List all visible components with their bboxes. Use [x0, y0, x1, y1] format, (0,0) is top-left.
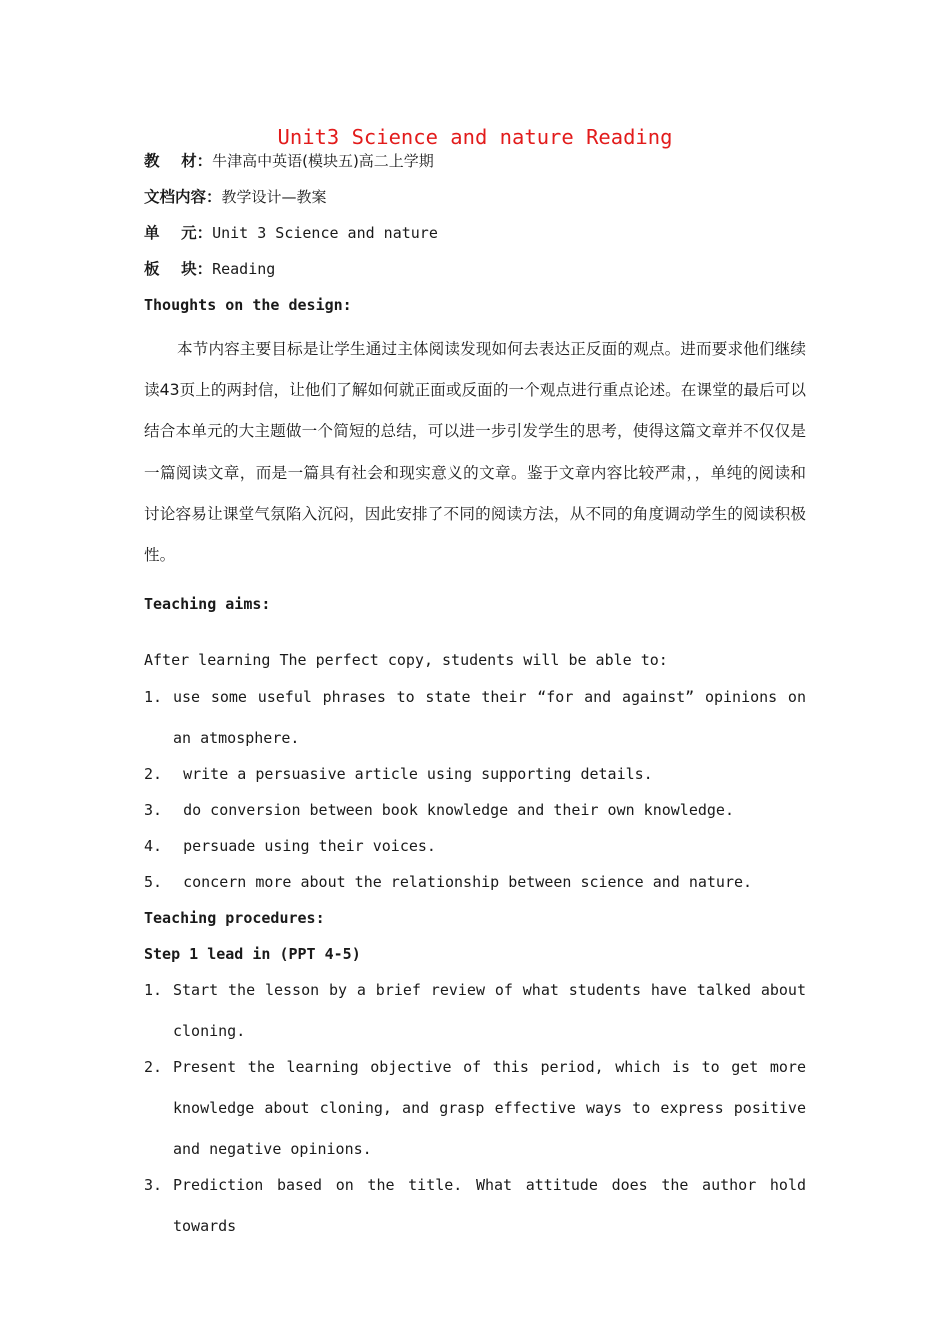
meta-value: Reading [212, 260, 276, 278]
list-text: Present the learning objective of this period, which is to get more knowledge about cloning, and grasp effective ways to express positive and negative opinions. [173, 1058, 806, 1158]
list-item [144, 1176, 806, 1235]
list-item [144, 688, 806, 748]
meta-row-section [144, 260, 275, 279]
list-text: concern more about the relationship between science and nature. [183, 873, 753, 891]
list-text: Start the lesson by a brief review of what students have talked about cloning. [173, 981, 806, 1040]
list-number: 4. [144, 837, 163, 855]
list-text: use some useful phrases to state their “for and against” opinions on an atmosphere. [173, 688, 806, 747]
list-text: do conversion between book knowledge and their own knowledge. [183, 801, 734, 819]
meta-value: 教学设计—教案 [221, 188, 327, 206]
list-text: write a persuasive article using supporting details. [183, 765, 653, 783]
list-item [144, 981, 806, 1041]
meta-value: 牛津高中英语(模块五)高二上学期 [212, 152, 434, 170]
list-number: 3. [144, 801, 163, 819]
thoughts-paragraph: 本节内容主要目标是让学生通过主体阅读发现如何去表达正反面的观点。进而要求他们继续读43页上的两封信，让他们了解如何就正面或反面的一个观点进行重点论述。在课堂的最后可以结合本单元的大主题做一个简短的总结，可以进一步引发学生的思考，使得这篇文章并不仅仅是一篇阅读文章，而是一篇具有社会和现实意义的文章。鉴于文章内容比较严肃，，单纯的阅读和讨论容易让课堂气氛陷入沉闷，因此安排了不同的阅读方法，从不同的角度调动学生的阅读积极性。 [144, 340, 806, 565]
list-item [144, 801, 734, 819]
aims-intro: After learning The perfect copy, students will be able to: [144, 651, 668, 669]
meta-label: 教 材： [144, 152, 213, 170]
list-text: persuade using their voices. [183, 837, 436, 855]
list-number: 5. [144, 873, 163, 891]
list-number: 2. [144, 1058, 163, 1076]
list-text: Prediction based on the title. What attitude does the author hold towards [173, 1176, 806, 1235]
meta-label: 单 元： [144, 224, 213, 242]
aims-heading: Teaching aims: [144, 595, 271, 613]
list-item [144, 1058, 806, 1158]
meta-row-textbook [144, 152, 434, 171]
list-number: 1. [144, 981, 163, 999]
thoughts-heading: Thoughts on the design: [144, 296, 352, 314]
meta-value: Unit 3 Science and nature [212, 224, 438, 242]
list-item [144, 837, 436, 855]
meta-row-content [144, 188, 327, 207]
meta-row-unit [144, 224, 438, 243]
meta-label: 板 块： [144, 260, 213, 278]
list-item [144, 873, 752, 891]
meta-label: 文档内容： [144, 188, 222, 206]
list-item [144, 765, 653, 783]
document-title: Unit3 Science and nature Reading [277, 125, 673, 149]
step1-heading: Step 1 lead in (PPT 4-5) [144, 945, 361, 963]
list-number: 1. [144, 688, 163, 706]
procedures-heading: Teaching procedures: [144, 909, 325, 927]
list-number: 2. [144, 765, 163, 783]
list-number: 3. [144, 1176, 163, 1194]
